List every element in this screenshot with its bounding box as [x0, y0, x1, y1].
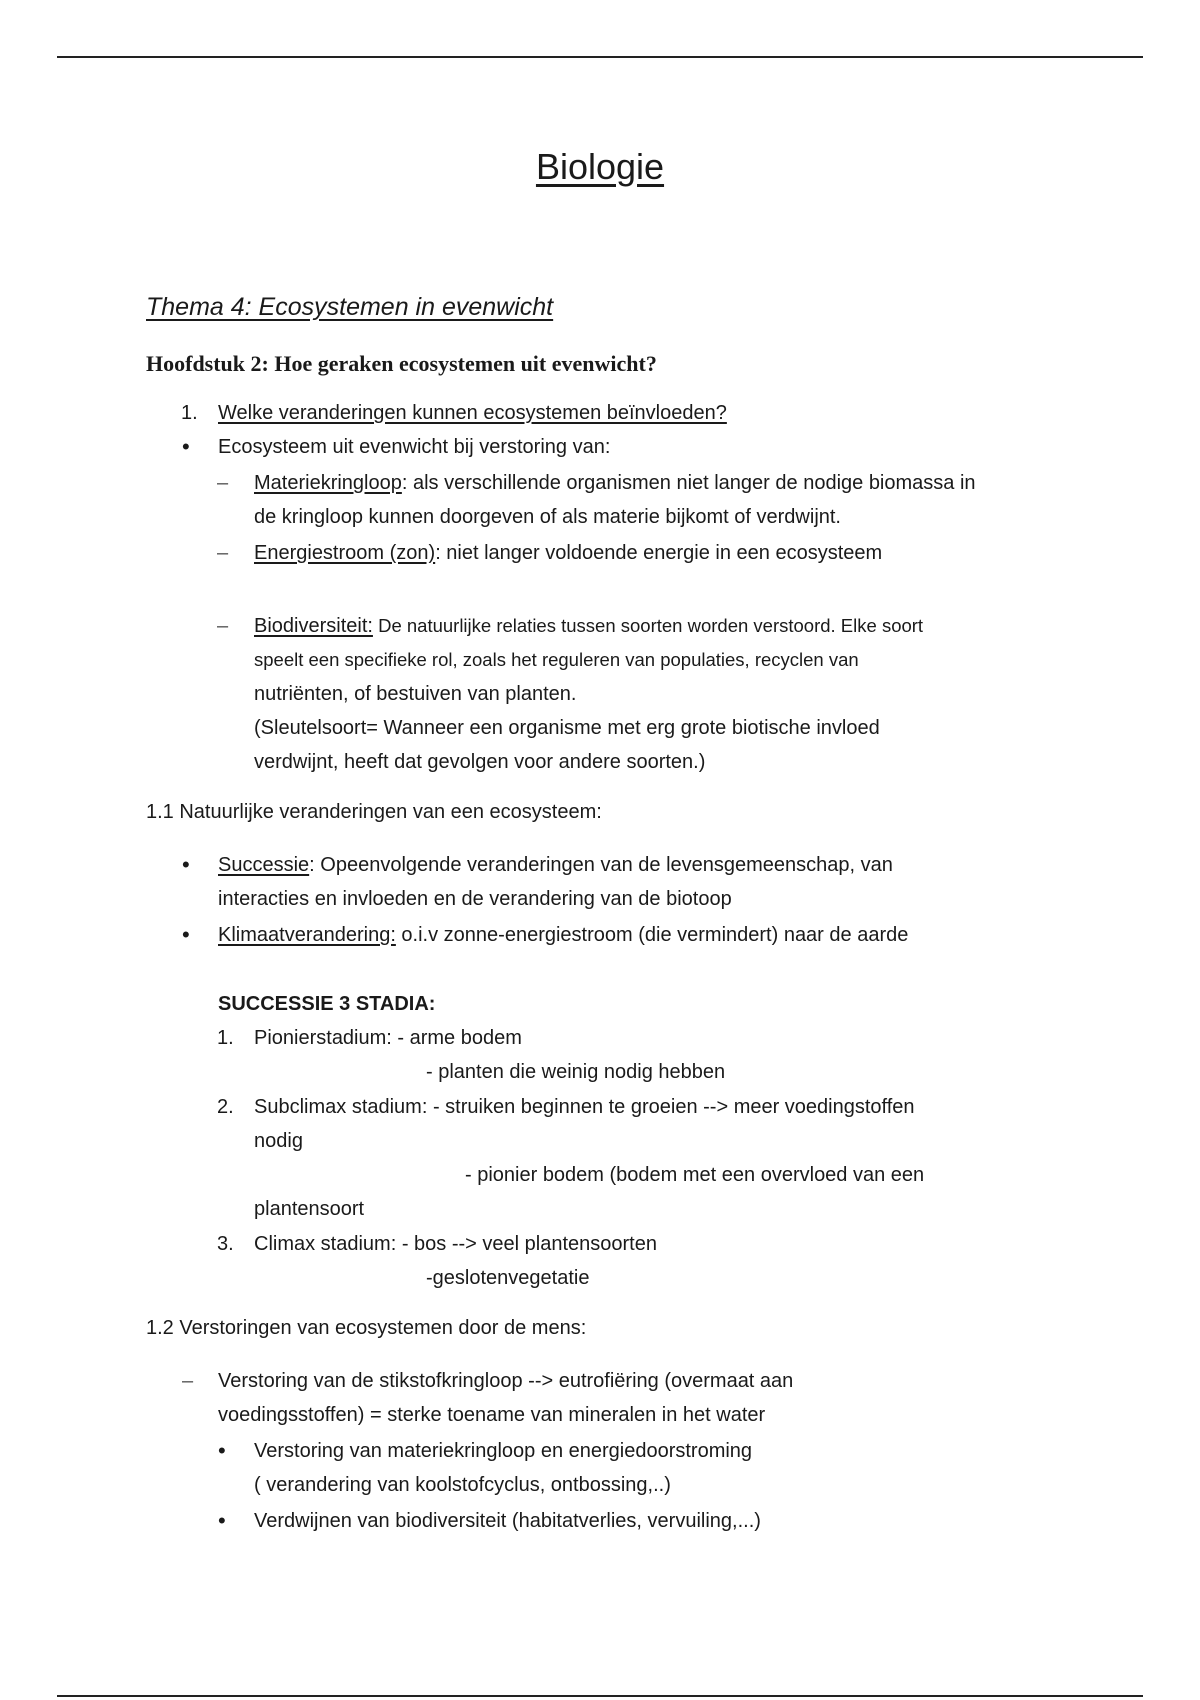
section1-question: Welke veranderingen kunnen ecosystemen beïnvloeden? [218, 402, 727, 424]
item-text-continued: (Sleutelsoort= Wanneer een organisme met erg grote biotische invloed [254, 717, 880, 739]
item-text: : Opeenvolgende veranderingen van de levensgemeenschap, van [309, 854, 893, 876]
section12-heading: 1.2 Verstoringen van ecosystemen door de mens: [146, 1317, 587, 1339]
stadium-3: Climax stadium: - bos --> veel plantensoorten [254, 1233, 657, 1255]
list-number-3: 3. [217, 1233, 234, 1255]
page-title: Biologie [535, 146, 665, 187]
stadium-1-detail: - planten die weinig nodig hebben [426, 1061, 726, 1083]
item-text-continued: interacties en invloeden en de verandering van de biotoop [218, 888, 732, 910]
stadia-heading: SUCCESSIE 3 STADIA: [218, 993, 436, 1015]
stadium-2: Subclimax stadium: - struiken beginnen te groeien --> meer voedingstoffen [254, 1096, 915, 1118]
item-materiekringloop [254, 466, 976, 500]
item-biodiversiteit [254, 609, 923, 643]
list-number-2: 2. [217, 1096, 234, 1118]
dash-icon: – [182, 1370, 194, 1392]
bullet-icon: • [182, 852, 190, 877]
item-label: Energiestroom (zon) [254, 542, 436, 564]
item-text-continued: nutriënten, of bestuiven van planten. [254, 683, 577, 705]
chapter-heading: Hoofdstuk 2: Hoe geraken ecosystemen uit evenwicht? [146, 351, 657, 376]
dash-icon: – [217, 615, 229, 637]
item-materiekringloop-verstoring: Verstoring van materiekringloop en energiedoorstroming [254, 1440, 753, 1462]
list-number-1: 1. [181, 402, 198, 424]
item-text: : niet langer voldoende energie in een ecosysteem [435, 542, 883, 564]
item-biodiversiteit-verdwijnen: Verdwijnen van biodiversiteit (habitatverlies, vervuiling,...) [254, 1510, 761, 1532]
item-text-continued: voedingsstoffen) = sterke toename van mineralen in het water [218, 1404, 766, 1426]
item-text-continued: de kringloop kunnen doorgeven of als materie bijkomt of verdwijnt. [254, 506, 841, 528]
item-text: : als verschillende organismen niet langer de nodige biomassa in [401, 472, 976, 494]
item-successie [218, 848, 893, 882]
bullet-icon: • [182, 922, 190, 947]
stadium-3-detail: -geslotenvegetatie [426, 1267, 590, 1289]
item-stikstof: Verstoring van de stikstofkringloop --> eutrofiëring (overmaat aan [218, 1370, 794, 1392]
stadium-1: Pionierstadium: - arme bodem [254, 1027, 522, 1049]
item-text-continued: verdwijnt, heeft dat gevolgen voor andere soorten.) [254, 751, 706, 773]
bullet-icon: • [218, 1438, 226, 1463]
bullet-icon: • [182, 434, 190, 459]
item-energiestroom [254, 536, 882, 570]
thema-heading: Thema 4: Ecosystemen in evenwicht [146, 293, 554, 321]
bottom-rule [57, 1695, 1143, 1697]
item-klimaat [218, 918, 908, 952]
stadium-2-continued: nodig [254, 1130, 303, 1152]
dash-icon: – [217, 542, 229, 564]
section11-heading: 1.1 Natuurlijke veranderingen van een ecosysteem: [146, 801, 602, 823]
dash-icon: – [217, 472, 229, 494]
section1-bullet: Ecosysteem uit evenwicht bij verstoring van: [218, 436, 611, 458]
item-label: Materiekringloop [254, 472, 402, 494]
stadium-2-detail: - pionier bodem (bodem met een overvloed van een [465, 1164, 925, 1186]
item-text: De natuurlijke relaties tussen soorten worden verstoord. Elke soort [372, 615, 924, 636]
item-label: Klimaatverandering: [218, 924, 396, 946]
stadium-2-detail-continued: plantensoort [254, 1198, 365, 1220]
item-text-continued: speelt een specifieke rol, zoals het reguleren van populaties, recyclen van [254, 649, 859, 670]
item-label: Successie [218, 854, 310, 876]
item-label: Biodiversiteit: [254, 615, 373, 637]
list-number-1: 1. [217, 1027, 234, 1049]
bullet-icon: • [218, 1508, 226, 1533]
item-text-continued: ( verandering van koolstofcyclus, ontbossing,..) [254, 1474, 671, 1496]
item-text: o.i.v zonne-energiestroom (die vermindert) naar de aarde [395, 924, 909, 946]
top-rule [57, 56, 1143, 58]
